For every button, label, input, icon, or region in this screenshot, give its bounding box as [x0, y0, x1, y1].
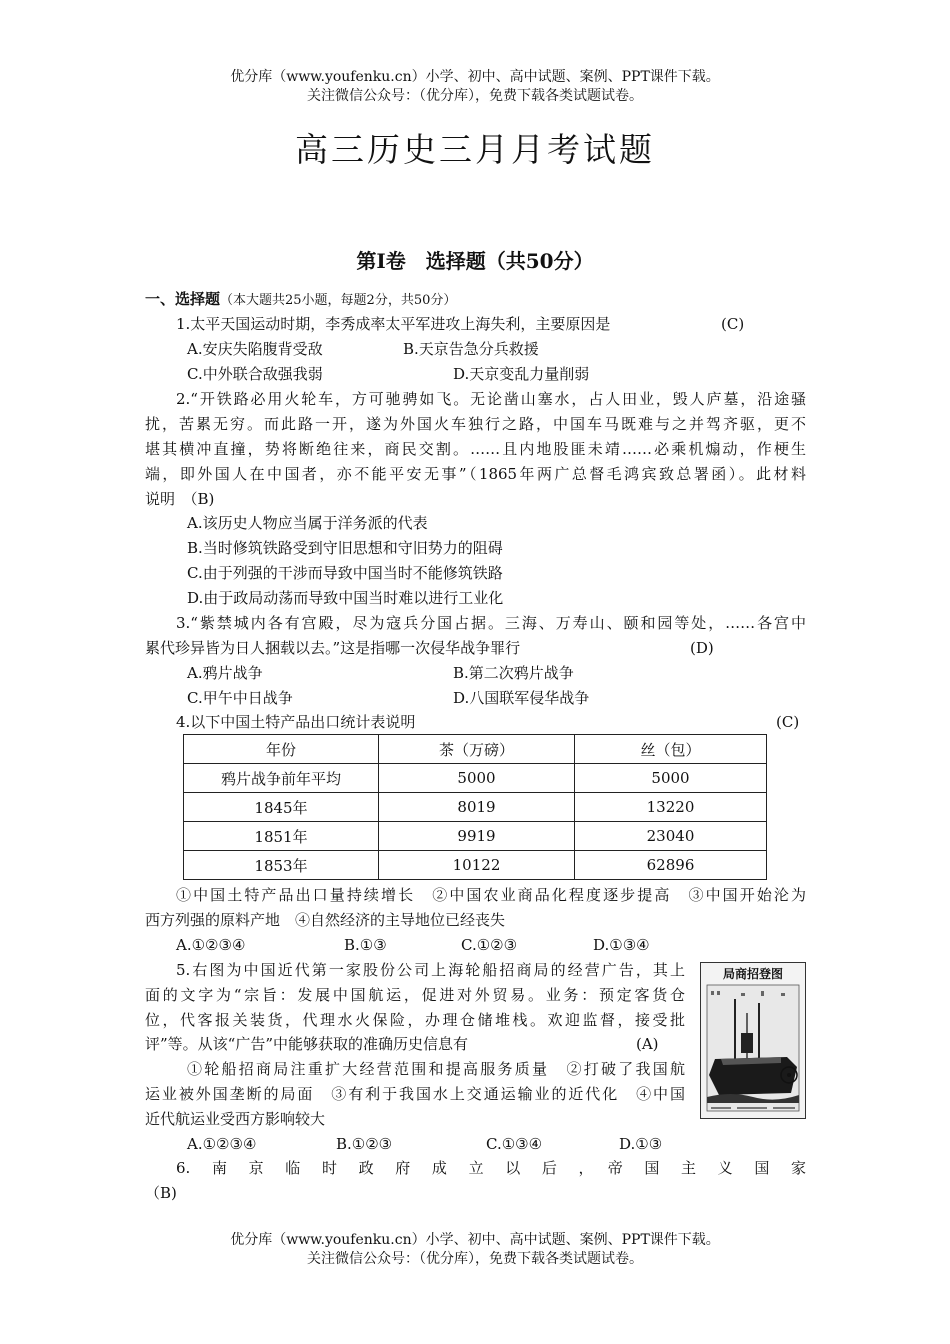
q4-statements-2: 西方列强的原料产地 ④自然经济的主导地位已经丧失 [145, 911, 506, 929]
q4-option-b: B.①③ [344, 936, 387, 954]
table-cell: 8019 [379, 793, 575, 822]
q2-option-d: D.由于政局动荡而导致中国当时难以进行工业化 [187, 589, 504, 607]
table-cell: 23040 [575, 822, 767, 851]
section-title: 第Ⅰ卷 选择题（共50分） [356, 249, 594, 273]
q5-line-1: 5.右图为中国近代第一家股份公司上海轮船招商局的经营广告，其上 [176, 961, 685, 979]
q2-option-c: C.由于列强的干涉而导致中国当时不能修筑铁路 [187, 564, 503, 582]
q2-option-a: A.该历史人物应当属于洋务派的代表 [187, 514, 428, 532]
q5-option-c: C.①③④ [486, 1135, 543, 1153]
q6-line-1: 6. 南 京 临 时 政 府 成 立 以 后 ， 帝 国 主 义 国 家 [176, 1159, 806, 1177]
q1-option-b: B.天京告急分兵救援 [403, 340, 539, 358]
table-header-cell: 丝（包） [575, 735, 767, 764]
table-cell: 10122 [379, 851, 575, 880]
page-title: 高三历史三月月考试题 [295, 130, 655, 169]
table-cell: 1853年 [184, 851, 379, 880]
table-cell: 鸦片战争前年平均 [184, 764, 379, 793]
q1-answer: (C) [721, 315, 745, 333]
q6-line-2: （B) [145, 1184, 177, 1202]
q3-option-c: C.甲午中日战争 [187, 689, 293, 707]
table-cell: 5000 [575, 764, 767, 793]
q4-option-d: D.①③④ [593, 936, 650, 954]
table-header-cell: 茶（万磅） [379, 735, 575, 764]
q5-line-2: 面的文字为“宗旨：发展中国航运，促进对外贸易。业务：预定客货仓 [145, 986, 685, 1004]
q3-option-a: A.鸦片战争 [187, 664, 263, 682]
steamship-advertisement-image [700, 962, 806, 1119]
table-header-row [184, 735, 767, 764]
part-heading [145, 289, 456, 311]
q5-line-3: 位，代客报关装货，代理水火保险，办理仓储堆栈。欢迎监督，接受批 [145, 1011, 685, 1029]
footer-line-2: 关注微信公众号：（优分库），免费下载各类试题试卷。 [307, 1251, 643, 1267]
q3-line-2: 累代珍异皆为日人捆载以去。”这是指哪一次侵华战争罪行 [145, 639, 521, 657]
table-cell: 62896 [575, 851, 767, 880]
part-note: （本大题共25小题，每题2分，共50分） [220, 293, 457, 308]
q4-option-c: C.①②③ [461, 936, 518, 954]
q1-option-c: C.中外联合敌强我弱 [187, 365, 323, 383]
q1-option-a: A.安庆失陷腹背受敌 [187, 340, 323, 358]
q2-line-3: 堪其横冲直撞，势将断绝往来，商民交割。……且内地股匪未靖……必乘机煽动，作梗生 [145, 440, 806, 458]
ad-caption: 局商招登图 [722, 967, 783, 981]
table-cell: 1851年 [184, 822, 379, 851]
table-cell: 1845年 [184, 793, 379, 822]
q2-line-1: 2.“开铁路必用火轮车，方可驰骋如飞。无论凿山塞水，占人田业，毁人庐墓，沿途骚 [176, 390, 806, 408]
table-header-cell: 年份 [184, 735, 379, 764]
q3-line-1: 3.“紫禁城内各有宫殿，尽为寇兵分国占据。三海、万寿山、颐和园等处，……各宫中 [176, 614, 806, 632]
q2-line-2: 扰，苦累无穷。而此路一开，遂为外国火车独行之路，中国车马既难与之并驾齐驱，更不 [145, 415, 806, 433]
export-stats-table [183, 734, 767, 880]
q5-statements-1: ①轮船招商局注重扩大经营范围和提高服务质量 ②打破了我国航 [187, 1060, 685, 1078]
table-cell: 9919 [379, 822, 575, 851]
q4-statements-1: ①中国土特产品出口量持续增长 ②中国农业商品化程度逐步提高 ③中国开始沦为 [176, 886, 806, 904]
q3-option-b: B.第二次鸦片战争 [453, 664, 574, 682]
steamship-illustration [701, 963, 805, 1118]
header-line-2: 关注微信公众号：（优分库），免费下载各类试题试卷。 [307, 88, 643, 104]
header-line-1: 优分库（www.youfenku.cn）小学、初中、高中试题、案例、PPT课件下载。 [230, 69, 720, 85]
table-row [184, 764, 767, 793]
q5-line-4: 评”等。从该“广告”中能够获取的准确历史信息有 [145, 1035, 469, 1053]
q1-stem: 1.太平天国运动时期，李秀成率太平军进攻上海失利，主要原因是 [176, 315, 611, 333]
q5-option-d: D.①③ [619, 1135, 663, 1153]
table-row [184, 793, 767, 822]
table-row [184, 822, 767, 851]
q5-statements-2: 运业被外国垄断的局面 ③有利于我国水上交通运输业的近代化 ④中国 [145, 1085, 685, 1103]
q2-line-4: 端，即外国人在中国者，亦不能平安无事”（1865年两广总督毛鸿宾致总署函）。此材料 [145, 465, 806, 483]
table-cell: 13220 [575, 793, 767, 822]
q5-option-b: B.①②③ [336, 1135, 393, 1153]
q4-stem: 4.以下中国土特产品出口统计表说明 [176, 713, 416, 731]
footer-line-1: 优分库（www.youfenku.cn）小学、初中、高中试题、案例、PPT课件下载。 [230, 1232, 720, 1248]
q5-statements-3: 近代航运业受西方影响较大 [145, 1110, 326, 1128]
q4-option-a: A.①②③④ [176, 936, 246, 954]
q4-answer: (C) [776, 713, 800, 731]
q5-answer: (A) [636, 1035, 659, 1053]
table-row [184, 851, 767, 880]
q1-option-d: D.天京变乱力量削弱 [453, 365, 590, 383]
q3-option-d: D.八国联军侵华战争 [453, 689, 590, 707]
q3-answer: (D) [690, 639, 714, 657]
q2-option-b: B.当时修筑铁路受到守旧思想和守旧势力的阻碍 [187, 539, 503, 557]
q5-option-a: A.①②③④ [187, 1135, 257, 1153]
q2-line-5: 说明 （B) [145, 490, 215, 508]
table-cell: 5000 [379, 764, 575, 793]
part-label: 一、选择题 [145, 290, 221, 308]
